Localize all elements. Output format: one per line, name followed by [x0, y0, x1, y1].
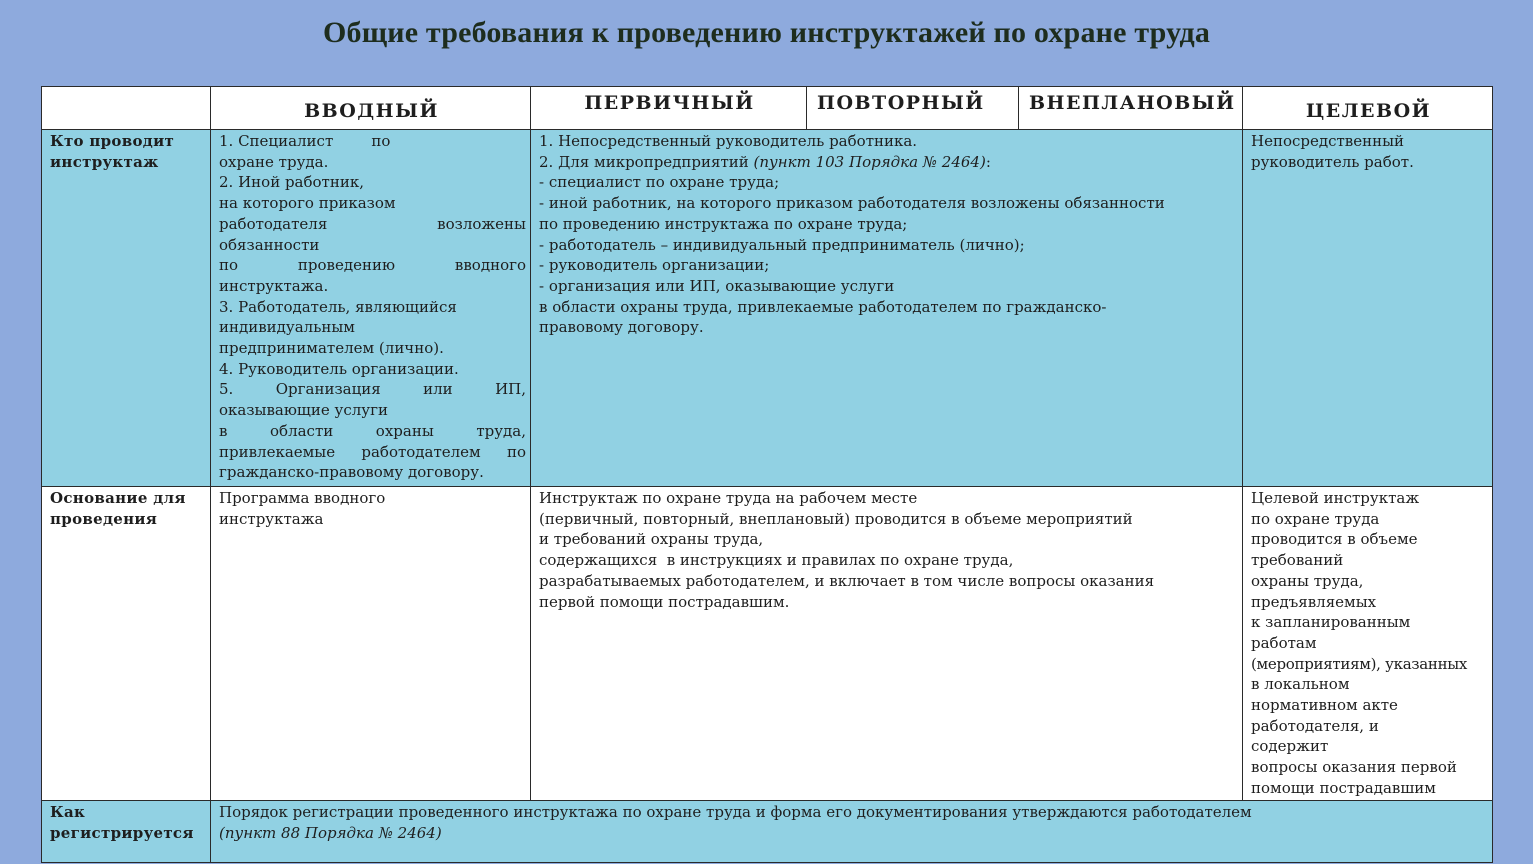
cell-basis-middle — [531, 487, 1243, 801]
text-line — [539, 152, 1238, 173]
text-line: проводится в объеме — [1251, 530, 1418, 549]
text-line: охраны труда, — [1251, 571, 1364, 590]
text-line: по охране труда — [1251, 509, 1380, 528]
text-line: инструктажа. — [219, 276, 329, 295]
text-line: гражданско-правовому договору. — [219, 463, 484, 482]
table-row-who — [42, 130, 1493, 487]
cell-register — [211, 801, 1493, 863]
text-line: (первичный, повторный, внеплановый) проводится в объеме мероприятий — [539, 509, 1133, 528]
row-label-who — [42, 130, 211, 487]
text-line: вопросы оказания первой — [1251, 758, 1457, 777]
text-line: на которого приказом — [219, 194, 396, 213]
text-line: Непосредственный — [1251, 132, 1405, 150]
row-label-line: Основание для — [50, 489, 186, 507]
text-line: первой помощи пострадавшим. — [539, 592, 790, 611]
text-line: правовому договору. — [539, 318, 704, 337]
row-label-line: Кто проводит — [50, 132, 175, 150]
text-line: - иной работник, на которого приказом работодателя возложены обязанности — [539, 194, 1165, 213]
text-line: 4. Руководитель организации. — [219, 359, 459, 378]
text-line: работам — [1251, 633, 1317, 652]
text-line: 3. Работодатель, являющийся — [219, 297, 457, 316]
text-line: работодателя возложены — [219, 214, 526, 233]
cell-basis-vvodny — [211, 487, 531, 801]
text-line: оказывающие услуги — [219, 401, 388, 420]
row-label-line: инструктаж — [50, 152, 159, 171]
row-label-line: проведения — [50, 509, 158, 528]
cell-who-vvodny — [211, 130, 531, 487]
text-line: обязанности — [219, 235, 320, 254]
cell-who-middle — [531, 130, 1243, 487]
text-line: - специалист по охране труда; — [539, 173, 780, 192]
row-label-line: Как — [50, 803, 86, 821]
text-line: в локальном — [1251, 675, 1350, 694]
text-line: нормативном акте — [1251, 696, 1398, 715]
text-line: по проведению инструктажа по охране труда; — [539, 214, 908, 233]
text-line: привлекаемые работодателем по — [219, 442, 526, 461]
text-line: - работодатель – индивидуальный предприниматель (лично); — [539, 235, 1025, 254]
text-line: (мероприятиям), указанных — [1251, 654, 1468, 673]
text-line: работодателя, и — [1251, 716, 1379, 735]
text-line: помощи пострадавшим — [1251, 778, 1436, 797]
header-povtorny: ПОВТОРНЫЙ — [807, 87, 1019, 130]
text-line: - руководитель организации; — [539, 256, 770, 275]
text-line: требований — [1251, 551, 1344, 570]
text-line: 5. Организация или ИП, — [219, 380, 526, 399]
header-pervichny: ПЕРВИЧНЫЙ — [531, 87, 807, 130]
text-line: - организация или ИП, оказывающие услуги — [539, 276, 895, 295]
law-reference: (пункт 103 Порядка № 2464) — [753, 152, 986, 171]
text-line: предпринимателем (лично). — [219, 339, 444, 358]
text-fragment: 2. Для микропредприятий — [539, 152, 754, 171]
text-fragment: : — [985, 152, 991, 171]
table-row-register — [42, 801, 1493, 863]
text-line: по проведению вводного — [219, 256, 526, 275]
text-line: разрабатываемых работодателем, и включает в том числе вопросы оказания — [539, 571, 1155, 590]
header-vneplanovy: ВНЕПЛАНОВЫЙ — [1019, 87, 1243, 130]
text-line: содержит — [1251, 737, 1329, 756]
header-vvodny: ВВОДНЫЙ — [211, 87, 531, 130]
text-line: 2. Иной работник, — [219, 173, 364, 192]
text-line: к запланированным — [1251, 613, 1411, 632]
row-label-basis — [42, 487, 211, 801]
text-line: в области охраны труда, привлекаемые работодателем по гражданско- — [539, 297, 1107, 316]
cell-basis-tselevoy — [1243, 487, 1493, 801]
text-line: в области охраны труда, — [219, 421, 526, 440]
text-line: 1. Непосредственный руководитель работника. — [539, 132, 918, 150]
text-line: индивидуальным — [219, 318, 355, 337]
text-line: руководитель работ. — [1251, 152, 1414, 171]
text-line: охране труда. — [219, 152, 329, 171]
text-line: Порядок регистрации проведенного инструктажа по охране труда и форма его документирования утверждаются работодателем — [219, 803, 1252, 821]
row-label-register — [42, 801, 211, 863]
table-header-row — [42, 87, 1493, 130]
page-title: Общие требования к проведению инструктажей по охране труда — [322, 16, 1211, 49]
cell-who-tselevoy — [1243, 130, 1493, 487]
table-row-basis — [42, 487, 1493, 801]
text-line: и требований охраны труда, — [539, 530, 764, 549]
text-line: Инструктаж по охране труда на рабочем месте — [539, 489, 918, 507]
text-line: Программа вводного — [219, 489, 386, 507]
text-line: Целевой инструктаж — [1251, 489, 1420, 507]
text-line: предъявляемых — [1251, 592, 1377, 611]
instruction-requirements-table — [41, 86, 1493, 863]
header-tselevoy: ЦЕЛЕВОЙ — [1243, 87, 1493, 130]
row-label-line: регистрируется — [50, 823, 194, 842]
text-line: инструктажа — [219, 509, 324, 528]
text-line: 1. Специалист по — [219, 132, 391, 150]
header-empty-cell — [42, 87, 211, 130]
law-reference: (пункт 88 Порядка № 2464) — [219, 823, 442, 842]
text-line: содержащихся в инструкциях и правилах по охране труда, — [539, 551, 1014, 570]
